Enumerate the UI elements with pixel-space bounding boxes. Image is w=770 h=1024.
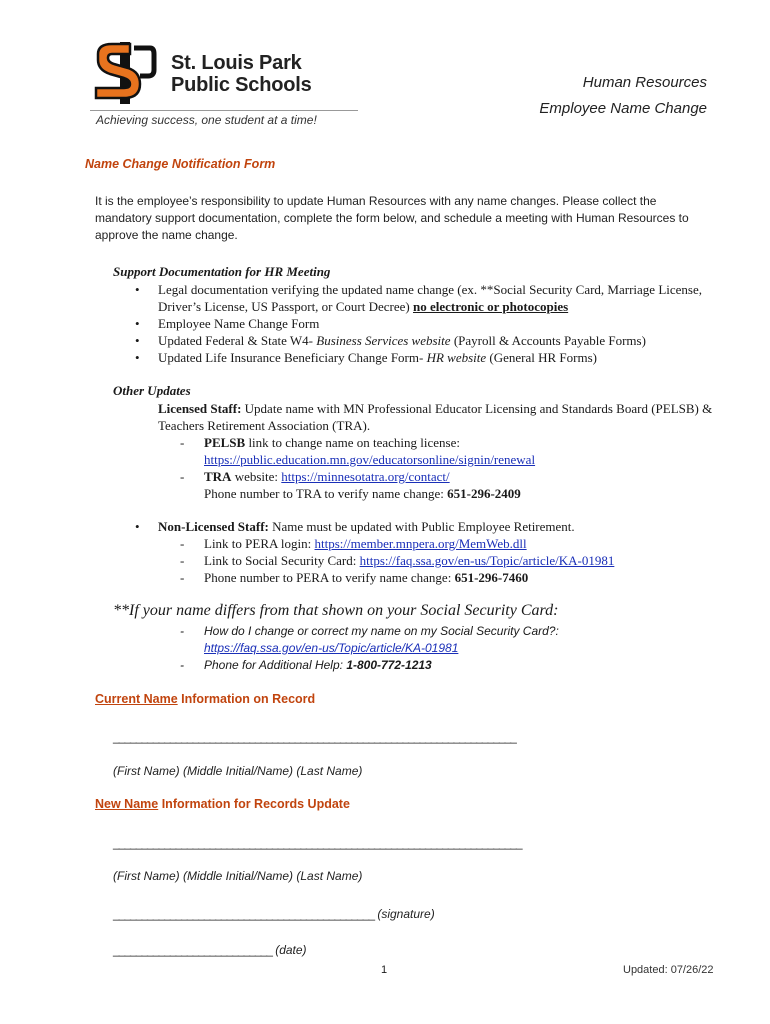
district-name — [171, 52, 312, 96]
list-item: - Link to PERA login: https://member.mnpera.org/MemWeb.dll — [158, 535, 723, 552]
logo-letters: SLP — [94, 106, 96, 107]
list-item: • Legal documentation verifying the updated name change (ex. **Social Security Card, Marriage License, Driver’s License, US Passport, or Court Decree) no electronic or photocopies — [113, 281, 723, 315]
no-electronic-note: no electronic or photocopies — [413, 299, 569, 314]
nonlicensed-staff-label: Non-Licensed Staff: — [158, 519, 269, 534]
updated-date: Updated: 07/26/22 — [623, 964, 714, 976]
list-item: - Phone for Additional Help: 1-800-772-1213 — [158, 657, 718, 674]
list-item: - Link to Social Security Card: https://faq.ssa.gov/en-us/Topic/article/KA-01981 — [158, 552, 723, 569]
list-item: • Updated Federal & State W4- Business Services website (Payroll & Accounts Payable Forms) — [113, 332, 723, 349]
ssa-heading: **If your name differs from that shown on your Social Security Card: — [113, 602, 559, 619]
support-heading: Support Documentation for HR Meeting — [113, 264, 331, 279]
district-logo-icon — [90, 40, 156, 106]
signature-row — [113, 905, 435, 923]
ssa-faq-link[interactable]: https://faq.ssa.gov/en-us/Topic/article/KA-01981 — [204, 641, 459, 655]
list-item: - PELSB link to change name on teaching license: https://public.education.mn.gov/educatorsonline/signin/renewal — [158, 434, 718, 468]
pera-login-link[interactable]: https://member.mnpera.org/MemWeb.dll — [314, 536, 527, 551]
list-item: • Updated Life Insurance Beneficiary Change Form- HR website (General HR Forms) — [113, 349, 723, 366]
ssa-list — [158, 623, 718, 674]
district-name-line2: Public Schools — [171, 74, 312, 96]
header-right — [539, 70, 707, 122]
support-list — [113, 281, 723, 366]
licensed-links — [158, 434, 718, 502]
new-name-heading: New Name Information for Records Update — [95, 797, 350, 811]
intro-paragraph: It is the employee’s responsibility to update Human Resources with any name changes. Please collect the mandatory support documentation, complete the form below, and schedule a meeting with Human Resources to approve the name change. — [95, 194, 689, 242]
list-item: - Phone number to PERA to verify name change: 651-296-7460 — [158, 569, 723, 586]
current-name-field[interactable]: _______________________________________________________________________ — [113, 730, 516, 744]
current-name-caption: (First Name) (Middle Initial/Name) (Last Name) — [113, 764, 363, 778]
ssa-card-link[interactable]: https://faq.ssa.gov/en-us/Topic/article/KA-01981 — [359, 553, 615, 568]
page-number: 1 — [381, 964, 388, 976]
new-name-caption: (First Name) (Middle Initial/Name) (Last Name) — [113, 869, 363, 883]
list-item: • Employee Name Change Form — [113, 315, 723, 332]
new-name-field[interactable]: ________________________________________________________________________ — [113, 836, 522, 850]
pelsb-link[interactable]: https://public.education.mn.gov/educatorsonline/signin/renewal — [204, 452, 536, 467]
signature-field[interactable]: ______________________________________________ — [113, 907, 374, 921]
list-item: - TRA website: https://minnesotatra.org/contact/ Phone number to TRA to verify name change: 651-296-2409 — [158, 468, 718, 502]
department-title: Human Resources — [582, 74, 707, 91]
licensed-staff-label: Licensed Staff: — [158, 401, 242, 416]
licensed-staff-block: Licensed Staff: Update name with MN Professional Educator Licensing and Standards Board (PELSB) & Teachers Retirement Association (TRA). - PELSB link to change name on teaching license: https://public.education.mn.gov/educatorsonline/signin/renewal - TRA website: https://minnesotatra.org/contact/ Phone number to TRA to verify name change: 651-296-2409 — [158, 400, 718, 502]
pera-phone: 651-296-7460 — [454, 570, 529, 585]
date-row — [113, 941, 307, 959]
nonlicensed-links — [113, 535, 723, 586]
district-name-line1: St. Louis Park — [171, 52, 302, 74]
document-title: Employee Name Change — [539, 100, 707, 117]
nonlicensed-staff-block: • Non-Licensed Staff: Name must be updated with Public Employee Retirement. - Link to PERA login: https://member.mnpera.org/MemWeb.dll - Link to Social Security Card: https://faq.ssa.gov/en-us/Topic/article/KA-01981 - Phone number to PERA to verify name change: 651-296-7460 — [113, 518, 723, 586]
date-label: (date) — [271, 943, 307, 957]
ssa-help-phone: 1-800-772-1213 — [346, 658, 432, 672]
other-updates-heading: Other Updates — [113, 383, 191, 398]
current-name-heading: Current Name Information on Record — [95, 692, 316, 706]
date-field[interactable]: ____________________________ — [113, 943, 272, 957]
tra-link[interactable]: https://minnesotatra.org/contact/ — [281, 469, 450, 484]
tra-phone: 651-296-2409 — [447, 486, 521, 501]
list-item: - How do I change or correct my name on my Social Security Card?: https://faq.ssa.gov/en-us/Topic/article/KA-01981 — [158, 623, 718, 657]
tagline: Achieving success, one student at a time! — [96, 113, 317, 127]
signature-label: (signature) — [374, 907, 435, 921]
form-title: Name Change Notification Form — [85, 157, 276, 171]
logo-divider — [90, 110, 358, 111]
